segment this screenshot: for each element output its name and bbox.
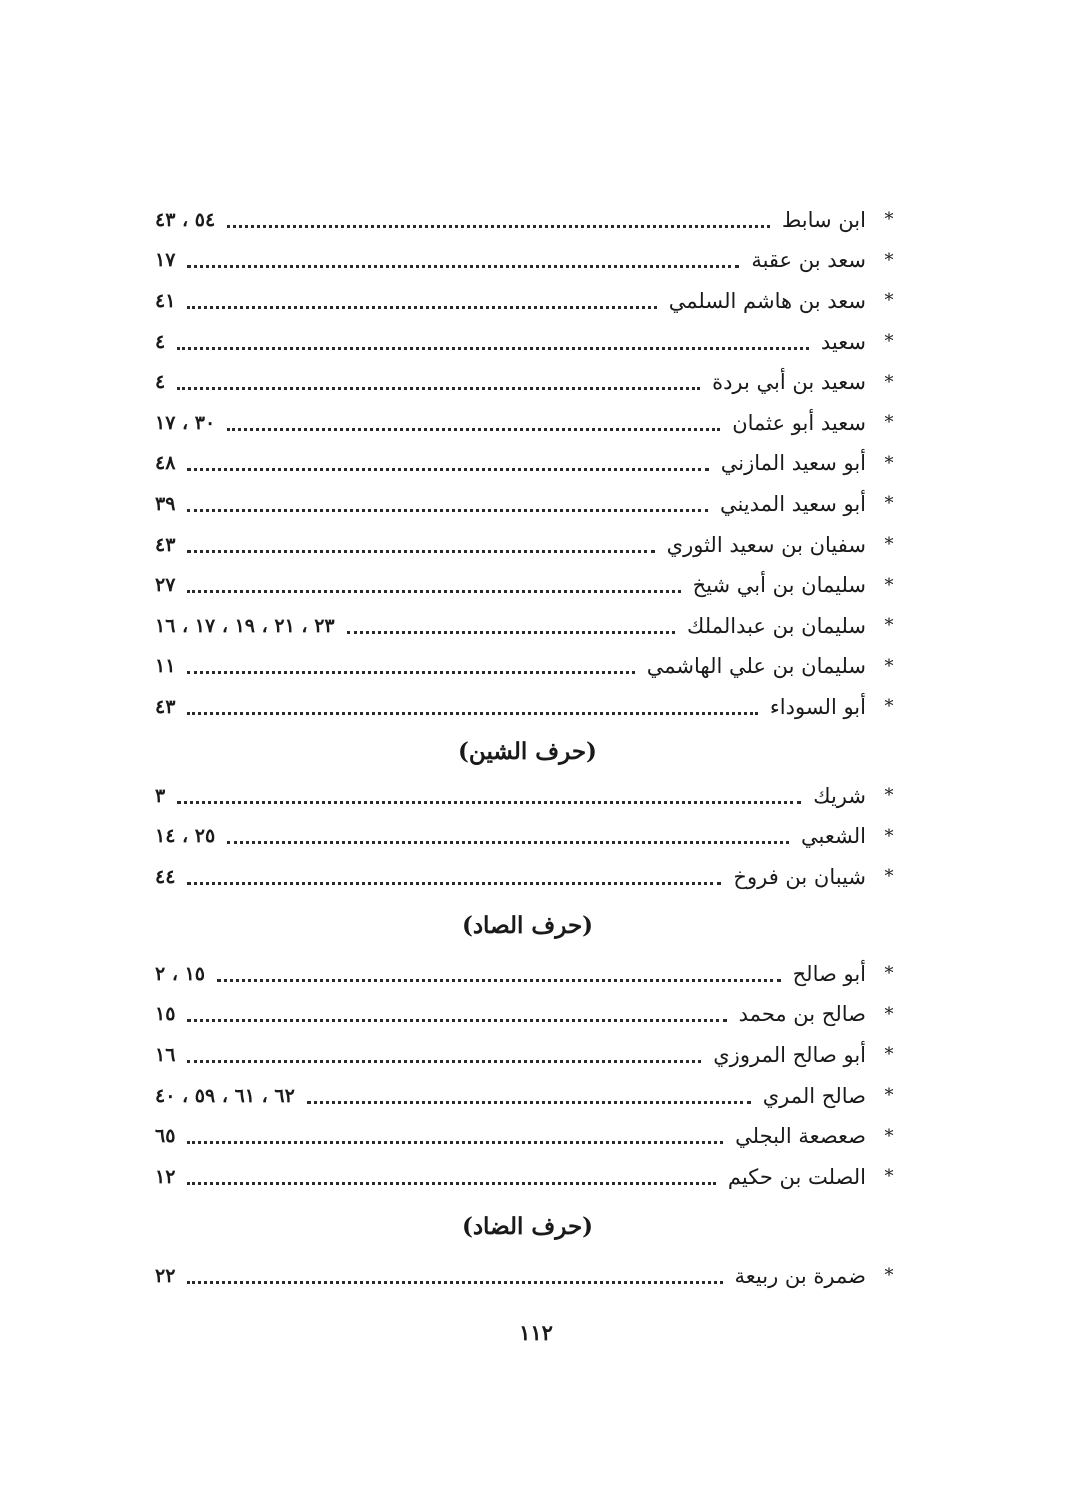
dot-leader [187,550,654,553]
dot-leader [187,882,721,885]
bullet-icon: * [884,785,894,807]
entry-pages: ٣٠ ، ١٧ [155,411,216,434]
entry-pages: ١٥ [155,1003,176,1026]
dot-leader [187,306,656,309]
entry-name: شريك [813,783,866,808]
entry-name: أبو سعيد المديني [719,491,866,516]
entry-name: سعيد بن أبي بردة [712,370,866,395]
entry-name: صعصعة البجلي [735,1124,866,1149]
index-group-sad [155,954,900,1198]
bullet-icon: * [884,1166,894,1188]
dot-leader [227,841,789,844]
entry-name: ضمرة بن ربيعة [734,1263,866,1288]
bullet-icon: * [884,1044,894,1066]
bullet-icon: * [884,209,894,231]
index-group-dad [155,1256,900,1297]
index-group-continuation [155,200,900,728]
index-entry [155,857,900,898]
page-number: ١١٢ [519,1320,553,1345]
entry-name: سليمان بن عبدالملك [687,613,866,638]
dot-leader [187,1060,701,1063]
entry-pages: ٦٢ ، ٦١ ، ٥٩ ، ٤٠ [155,1084,295,1107]
entry-name: سعيد [820,329,866,354]
bullet-icon: * [884,574,894,596]
index-entry [155,565,900,606]
entry-pages: ٤٣ [155,695,176,718]
entry-name: أبو صالح المروزي [713,1042,866,1067]
index-entry [155,241,900,282]
index-entry [155,1116,900,1157]
section-heading-dad: (حرف الضاد) [461,1213,594,1240]
entry-name: صالح بن محمد [738,1002,866,1027]
entry-pages: ٤٨ [155,452,176,475]
entry-pages: ٤١ [155,289,176,312]
bullet-icon: * [884,866,894,888]
dot-leader [187,590,680,593]
entry-name: أبو السوداء [769,694,866,719]
entry-pages: ٥٤ ، ٤٣ [155,208,216,231]
entry-pages: ٢٥ ، ١٤ [155,825,216,848]
index-entry [155,484,900,525]
dot-leader [177,347,809,350]
entry-name: سعيد أبو عثمان [732,410,866,435]
entry-pages: ٦٥ [155,1125,176,1148]
entry-pages: ٤ [155,371,166,394]
bullet-icon: * [884,290,894,312]
bullet-icon: * [884,371,894,393]
entry-pages: ٤ [155,330,166,353]
dot-leader [227,225,770,228]
index-entry [155,403,900,444]
bullet-icon: * [884,452,894,474]
entry-name: الصلت بن حكيم [727,1164,866,1189]
entry-pages: ٢٣ ، ٢١ ، ١٩ ، ١٧ ، ١٦ [155,614,335,637]
bullet-icon: * [884,696,894,718]
index-entry [155,606,900,647]
bullet-icon: * [884,1003,894,1025]
bullet-icon: * [884,1265,894,1287]
entry-name: سليمان بن علي الهاشمي [646,654,866,679]
bullet-icon: * [884,825,894,847]
dot-leader [177,387,700,390]
bullet-icon: * [884,331,894,353]
entry-pages: ٤٣ [155,533,176,556]
index-entry [155,525,900,566]
index-entry [155,954,900,995]
entry-name: أبو صالح [792,961,866,986]
entry-pages: ٢٧ [155,574,176,597]
dot-leader [187,265,739,268]
entry-name: سليمان بن أبي شيخ [692,573,866,598]
bullet-icon: * [884,534,894,556]
index-entry [155,1035,900,1076]
entry-pages: ١٢ [155,1165,176,1188]
entry-name: الشعبي [801,824,866,849]
index-entry [155,647,900,688]
bullet-icon: * [884,1125,894,1147]
dot-leader [187,509,708,512]
dot-leader [177,801,801,804]
index-entry [155,1256,900,1297]
bullet-icon: * [884,615,894,637]
bullet-icon: * [884,493,894,515]
index-group-shin [155,776,900,898]
dot-leader [307,1101,751,1104]
entry-name: أبو سعيد المازني [720,451,866,476]
entry-name: سعد بن عقبة [751,248,866,273]
entry-name: سعد بن هاشم السلمي [668,288,866,313]
dot-leader [187,1019,726,1022]
dot-leader [227,428,720,431]
dot-leader [187,468,708,471]
index-entry [155,687,900,728]
bullet-icon: * [884,655,894,677]
entry-name: سفيان بن سعيد الثوري [666,532,866,557]
entry-name: صالح المري [762,1083,866,1108]
index-entry [155,1157,900,1198]
bullet-icon: * [884,1085,894,1107]
index-entry [155,362,900,403]
index-entry [155,322,900,363]
dot-leader [187,712,757,715]
dot-leader [187,1281,722,1284]
index-entry [155,995,900,1036]
dot-leader [347,631,675,634]
bullet-icon: * [884,249,894,271]
dot-leader [187,1141,723,1144]
entry-pages: ١٦ [155,1043,176,1066]
index-entry [155,1076,900,1117]
dot-leader [217,979,781,982]
index-entry [155,776,900,817]
index-entry [155,444,900,485]
bullet-icon: * [884,963,894,985]
dot-leader [187,671,634,674]
entry-name: شيبان بن فروخ [733,864,866,889]
index-entry [155,200,900,241]
entry-pages: ٤٤ [155,865,176,888]
index-entry [155,281,900,322]
section-heading-sad: (حرف الصاد) [461,912,594,939]
entry-pages: ٣ [155,784,166,807]
dot-leader [187,1182,715,1185]
bullet-icon: * [884,412,894,434]
section-heading-shin: (حرف الشين) [458,738,597,765]
entry-name: ابن سابط [781,207,866,232]
entry-pages: ٢٢ [155,1264,176,1287]
entry-pages: ٣٩ [155,492,176,515]
entry-pages: ١٥ ، ٢ [155,962,206,985]
entry-pages: ١٧ [155,249,176,272]
entry-pages: ١١ [155,655,176,678]
index-entry [155,817,900,858]
